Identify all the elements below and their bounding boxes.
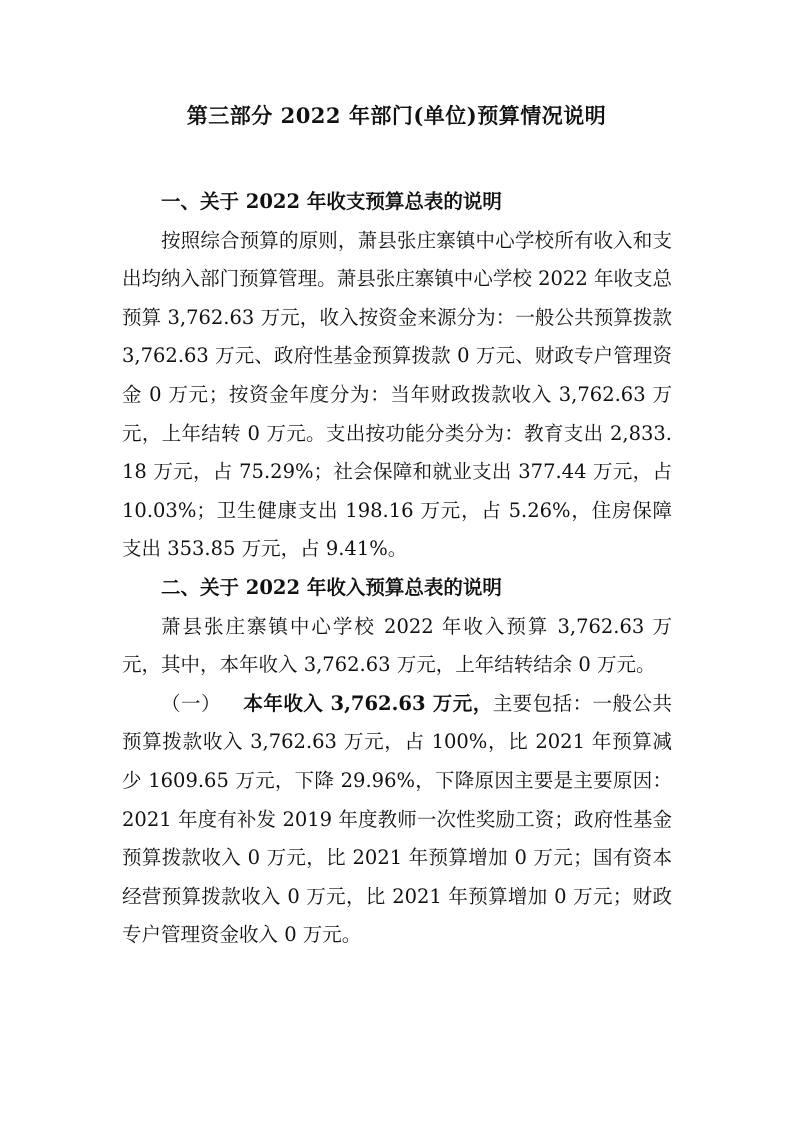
section-2-heading: 二、关于 2022 年收入预算总表的说明 xyxy=(161,575,502,599)
subsection-1-lead: 本年收入 3,762.63 万元， xyxy=(242,691,493,715)
subsection-1-marker: （一） xyxy=(161,691,221,715)
section-2-paragraph: 萧县张庄寨镇中心学校 2022 年收入预算 3,762.63 万元，其中，本年收入 3,762.63 万元，上年结转结余 0 万元。 xyxy=(122,614,672,677)
document-body xyxy=(122,183,672,955)
page-title: 第三部分 2022 年部门(单位)预算情况说明 xyxy=(186,103,607,128)
subsection-1-paragraph xyxy=(122,685,672,955)
section-1-paragraph: 按照综合预算的原则，萧县张庄寨镇中心学校所有收入和支出均纳入部门预算管理。萧县张庄寨镇中心学校 2022 年收支总预算 3,762.63 万元，收入按资金来源分为：一般公共预算拨款 3,762.63 万元、政府性基金预算拨款 0 万元、财政专户管理资金 0 万元；按资金年度分为：当年财政拨款收入 3,762.63 万元，上年结转 0 万元。支出按功能分类分为：教育支出 2,833.18 万元，占 75.29%；社会保障和就业支出 377.44 万元，占 10.03%；卫生健康支出 198.16 万元，占 5.26%，住房保障支出 353.85 万元，占 9.41%。 xyxy=(122,228,672,561)
section-1-heading: 一、关于 2022 年收支预算总表的说明 xyxy=(161,190,502,213)
subsection-1-text: 主要包括：一般公共预算拨款收入 3,762.63 万元，占 100%，比 2021 年预算减少 1609.65 万元，下降 29.96%，下降原因主要是主要原因：2021 年度有补发 2019 年度教师一次性奖励工资；政府性基金预算拨款收入 0 万元，比 2021 年预算增加 0 万元；国有资本经营预算拨款收入 0 万元，比 2021 年预算增加 0 万元；财政专户管理资金收入 0 万元。 xyxy=(122,691,672,947)
